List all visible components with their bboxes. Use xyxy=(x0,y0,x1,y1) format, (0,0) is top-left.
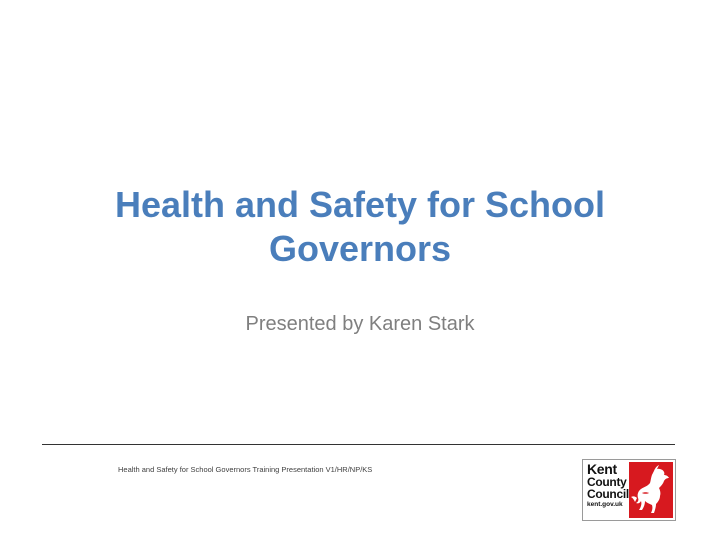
slide-subtitle: Presented by Karen Stark xyxy=(245,313,475,335)
logo-word-county: County xyxy=(587,475,627,489)
white-horse-icon xyxy=(629,462,673,518)
kent-county-council-logo xyxy=(582,459,676,521)
footer-text: Health and Safety for School Governors Training Presentation V1/HR/NP/KS xyxy=(118,465,373,474)
logo-wordmark xyxy=(587,463,631,509)
logo-badge xyxy=(629,462,673,518)
slide-title-line-1: Health and Safety for School xyxy=(114,184,606,225)
logo-word-council: Council xyxy=(587,487,629,501)
footer-divider xyxy=(42,444,675,445)
logo-word-kent: Kent xyxy=(587,461,617,477)
slide-title xyxy=(60,183,660,271)
logo-website: kent.gov.uk xyxy=(587,501,623,508)
slide-title-line-2: Governors xyxy=(268,228,452,269)
